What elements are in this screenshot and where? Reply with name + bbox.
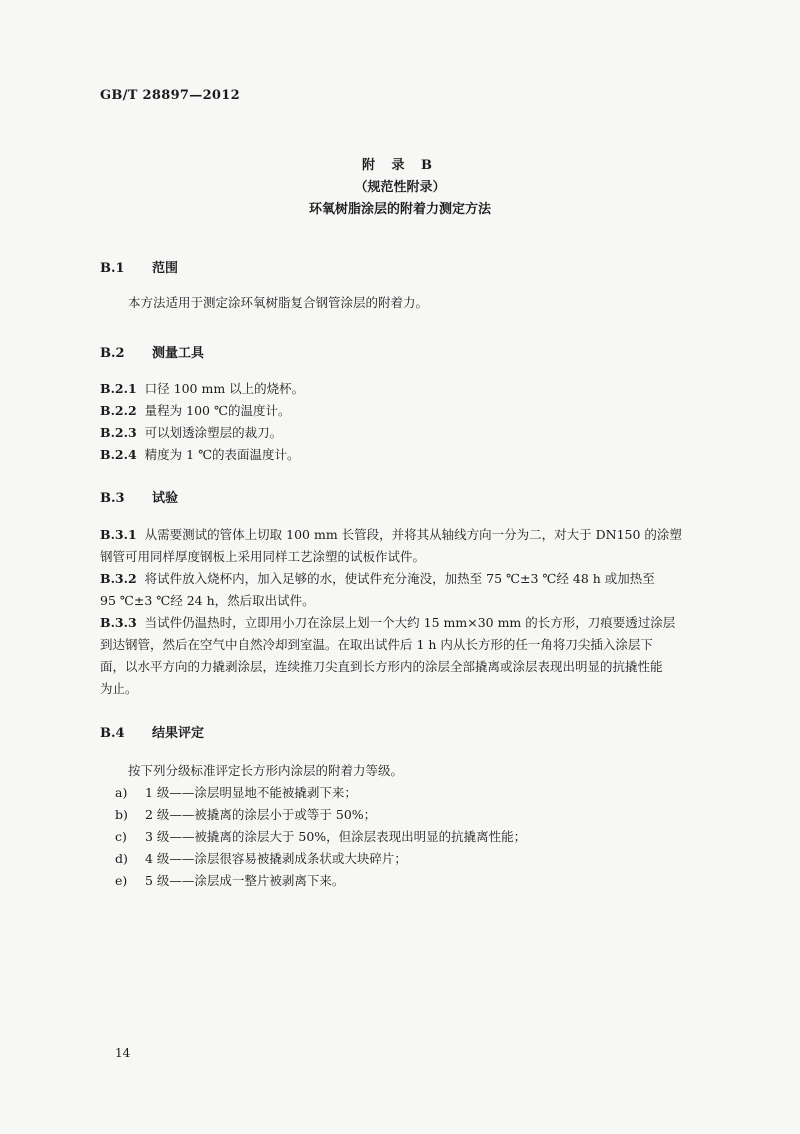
section-number: B.2 [100,346,125,361]
section-number: B.3 [100,491,125,506]
clause-b3-1-line-1 [100,524,700,546]
section-number: B.4 [100,726,125,741]
clause-text: 可以划透涂塑层的裁刀。 [144,425,283,440]
section-title: 结果评定 [152,726,205,741]
clause-number: B.2.2 [100,403,137,418]
clause-b3-3-line-3: 面，以水平方向的力撬剥涂层，连续推刀尖直到长方形内的涂层全部撬离或涂层表现出明显的抗撬性能 [100,659,663,674]
clause-b2-3 [100,422,700,444]
grade-list-item [115,782,357,804]
paragraph-evaluation-intro: 按下列分级标准评定长方形内涂层的附着力等级。 [128,763,404,778]
section-title: 范围 [152,261,179,276]
annex-title-block [0,155,800,221]
clause-number: B.3.2 [100,571,137,586]
clause-b3-3-line-4: 为止。 [100,681,138,696]
clause-b3-3-line-2: 到达钢管，然后在空气中自然冷却到室温。在取出试件后 1 h 内从长方形的任一角将刀尖插入涂层下 [100,637,653,652]
section-heading-b2 [100,342,204,361]
section-heading-b1 [100,257,178,276]
clause-b3-1-line-2: 钢管可用同样厚度钢板上采用同样工艺涂塑的试板作试件。 [100,549,426,564]
list-marker: b) [115,807,128,822]
annex-name: 环氧树脂涂层的附着力测定方法 [308,202,491,217]
section-title: 测量工具 [152,346,205,361]
clause-b3-2-line-2: 95 ℃±3 ℃经 24 h，然后取出试件。 [100,593,315,608]
list-marker: c) [115,829,127,844]
clause-number: B.2.4 [100,447,137,462]
clause-number: B.2.3 [100,425,137,440]
clause-b3-2-line-1 [100,568,700,590]
list-marker: a) [115,785,128,800]
clause-text: 量程为 100 ℃的温度计。 [144,403,291,418]
standard-code: GB/T 28897—2012 [100,88,240,103]
clause-text: 精度为 1 ℃的表面温度计。 [144,447,300,462]
clause-text: 口径 100 mm 以上的烧杯。 [144,381,305,396]
list-text: 5 级——涂层成一整片被剥离下来。 [145,873,345,888]
clause-b2-1 [100,378,700,400]
list-text: 1 级——涂层明显地不能被撬剥下来； [145,785,357,800]
clause-number: B.2.1 [100,381,137,396]
page-number: 14 [115,1046,131,1060]
list-text: 2 级——被撬离的涂层小于或等于 50%； [145,807,377,822]
section-number: B.1 [100,261,125,276]
list-text: 3 级——被撬离的涂层大于 50%，但涂层表现出明显的抗撬离性能； [145,829,527,844]
list-marker: d) [115,851,128,866]
grade-list-item [115,826,526,848]
clause-b3-3-line-1 [100,612,700,634]
list-marker: e) [115,873,128,888]
clause-number: B.3.1 [100,527,137,542]
grade-list-item [115,848,407,870]
clause-text: 从需要测试的管体上切取 100 mm 长管段，并将其从轴线方向一分为二，对大于 DN150 的涂塑 [144,527,682,542]
clause-text: 当试件仍温热时，立即用小刀在涂层上划一个大约 15 mm×30 mm 的长方形，刀痕要透过涂层 [144,615,676,630]
paragraph-scope: 本方法适用于测定涂环氧树脂复合钢管涂层的附着力。 [128,295,429,310]
section-title: 试验 [152,491,179,506]
annex-label: 附 录 B [361,158,439,173]
grade-list-item [115,870,344,892]
clause-number: B.3.3 [100,615,137,630]
clause-b2-2 [100,400,700,422]
clause-text: 将试件放入烧杯内，加入足够的水，使试件充分淹没，加热至 75 ℃±3 ℃经 48 h 或加热至 [144,571,655,586]
clause-b2-4 [100,444,700,466]
section-heading-b3 [100,487,178,506]
list-text: 4 级——涂层很容易被撬剥成条状或大块碎片； [145,851,407,866]
section-heading-b4 [100,722,204,741]
annex-type: （规范性附录） [354,180,446,195]
grade-list-item [115,804,376,826]
